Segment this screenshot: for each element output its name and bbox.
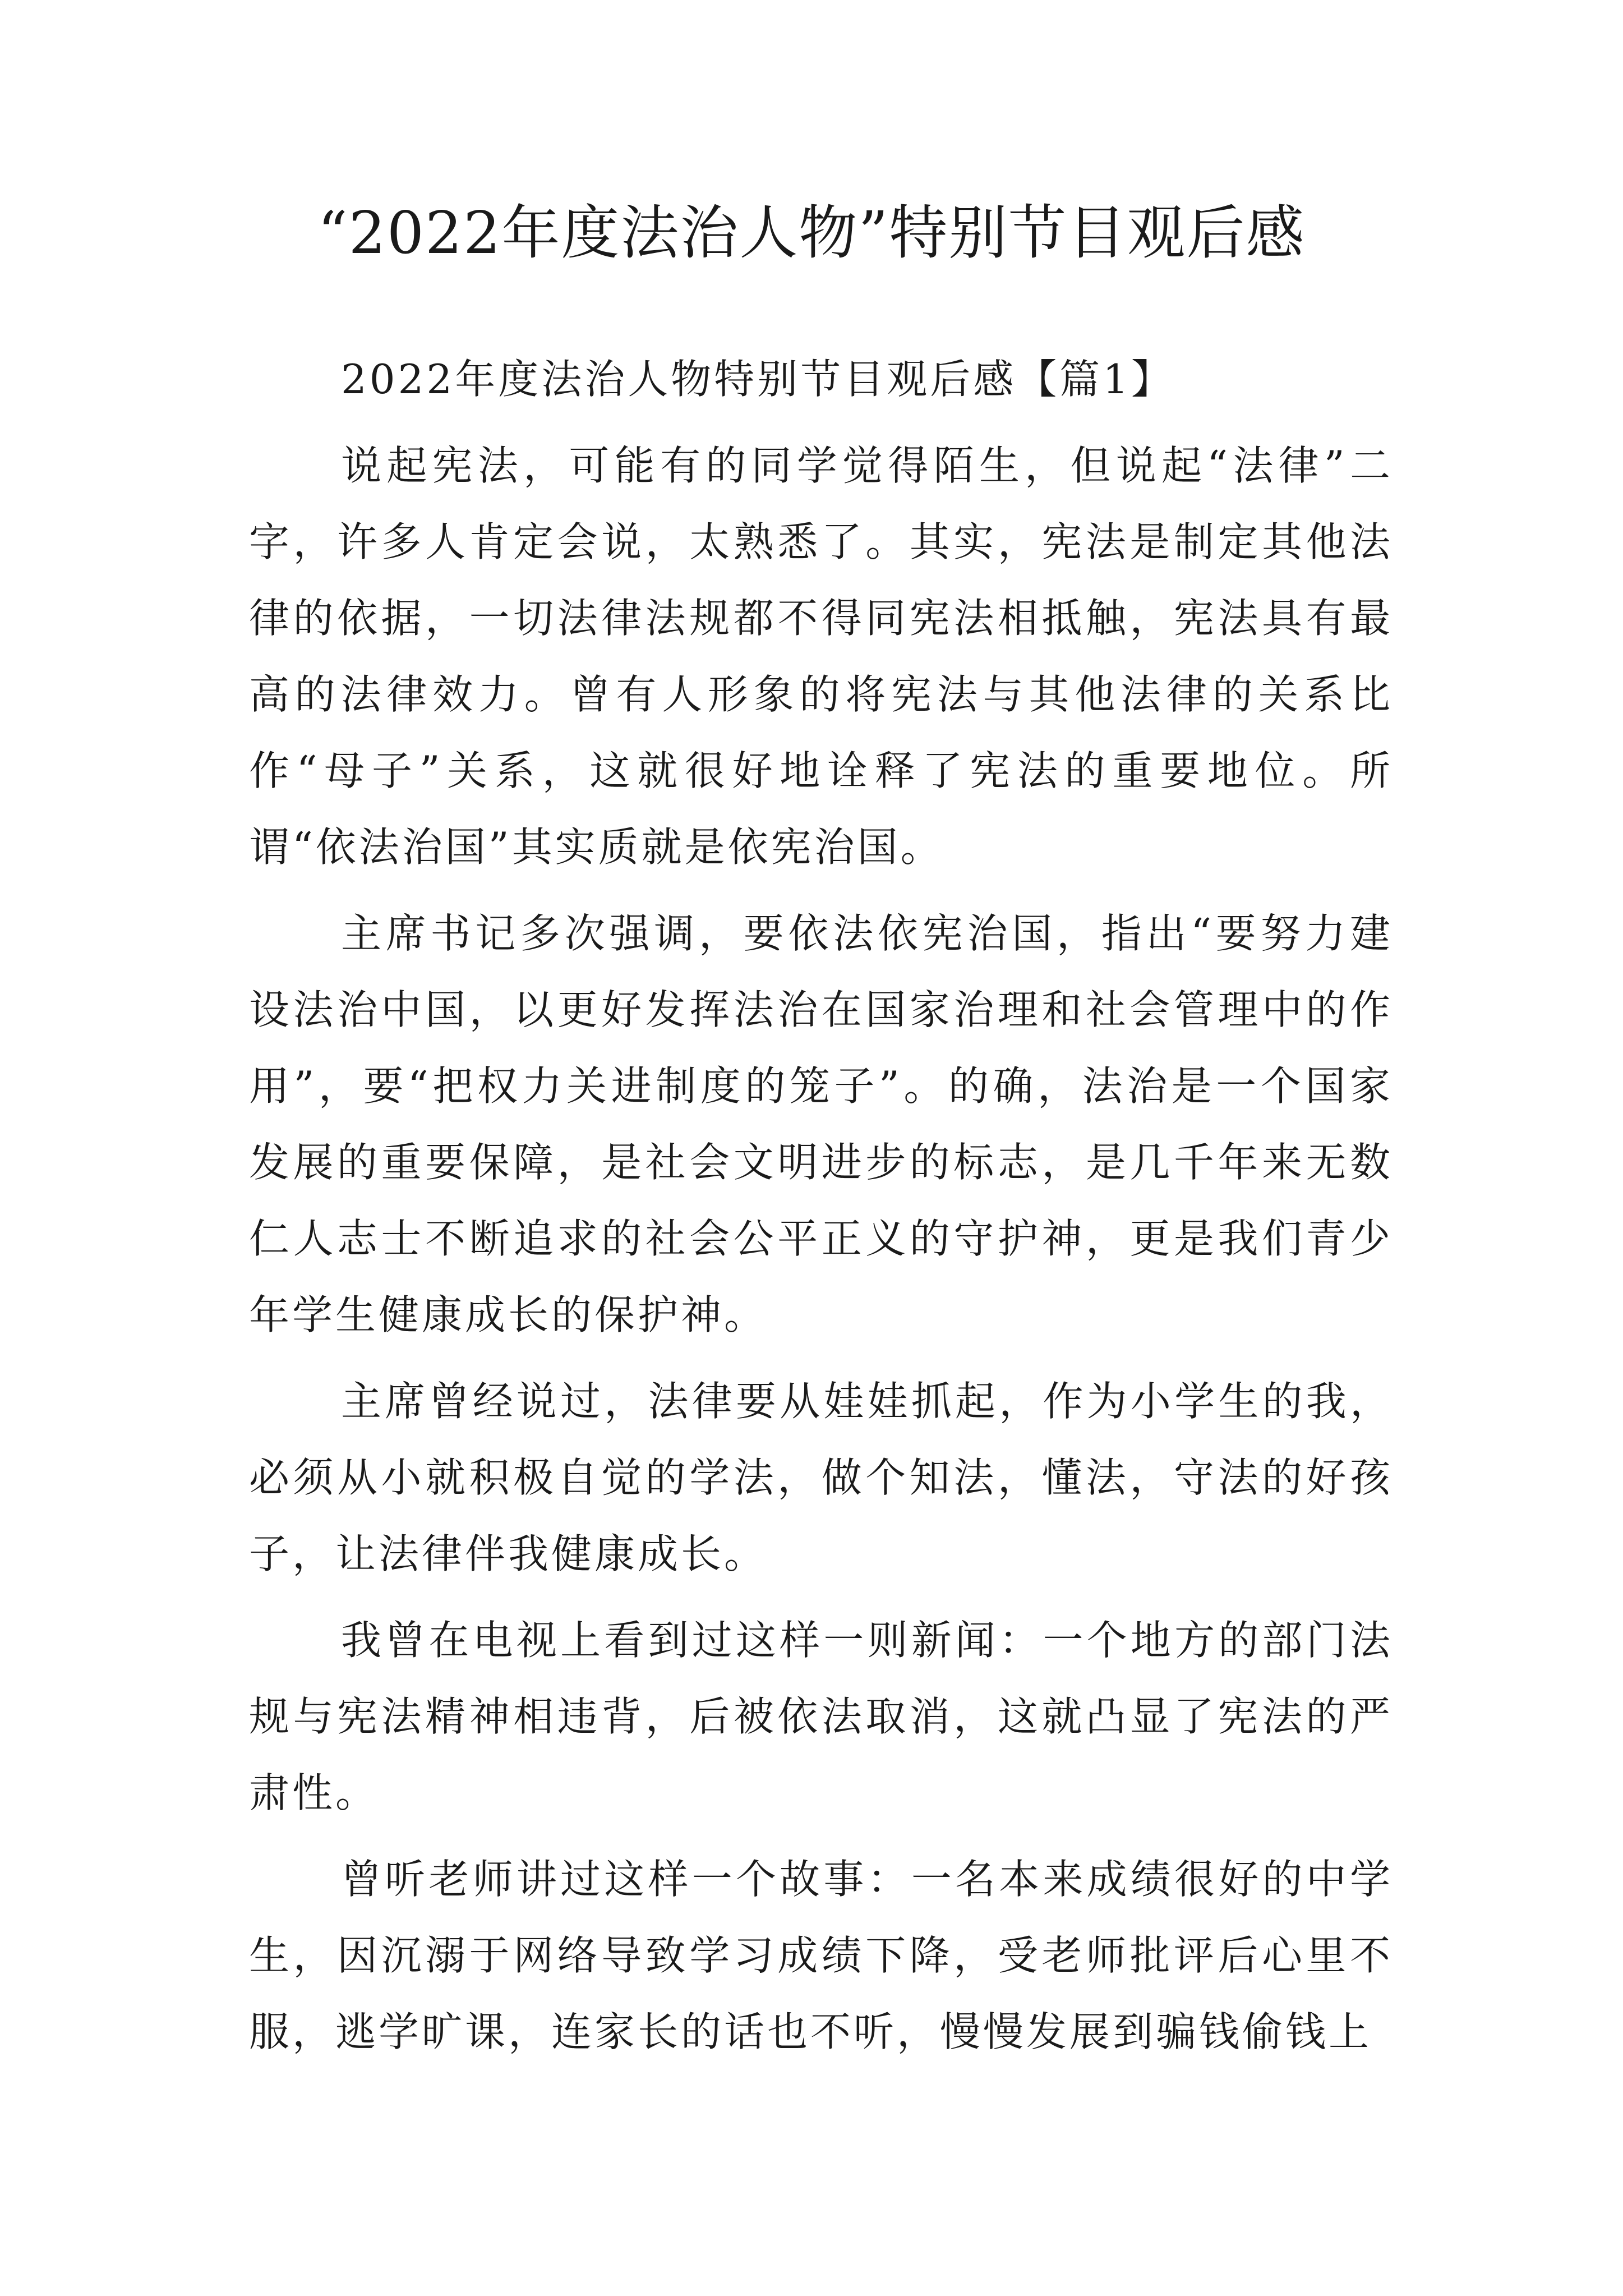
- paragraph-1: 说起宪法，可能有的同学觉得陌生，但说起“法律”二字，许多人肯定会说，太熟悉了。其实，宪法是制定其他法律的依据，一切法律法规都不得同宪法相抵触，宪法具有最高的法律效力。曾有人形象的将宪法与其他法律的关系比作“母子”关系，这就很好地诠释了宪法的重要地位。所谓“依法治国”其实质就是依宪治国。: [249, 442, 1393, 871]
- paragraph-3: 主席曾经说过，法律要从娃娃抓起，作为小学生的我，必须从小就积极自觉的学法，做个知法，懂法，守法的好孩子，让法律伴我健康成长。: [249, 1378, 1393, 1577]
- document-body: [249, 341, 1393, 2070]
- paragraph-2: 主席书记多次强调，要依法依宪治国，指出“要努力建设法治中国，以更好发挥法治在国家治理和社会管理中的作用”，要“把权力关进制度的笼子”。的确，法治是一个国家发展的重要保障，是社会文明进步的标志，是几千年来无数仁人志士不断追求的社会公平正义的守护神，更是我们青少年学生健康成长的保护神。: [249, 910, 1393, 1338]
- document-title: “2022年度法治人物”特别节目观后感: [317, 199, 1306, 267]
- paragraph-4: 我曾在电视上看到过这样一则新闻：一个地方的部门法规与宪法精神相违背，后被依法取消，这就凸显了宪法的严肃性。: [249, 1617, 1393, 1816]
- section-heading: 2022年度法治人物特别节目观后感【篇1】: [341, 356, 1175, 403]
- paragraph-5: 曾听老师讲过这样一个故事：一名本来成绩很好的中学生，因沉溺于网络导致学习成绩下降，受老师批评后心里不服，逃学旷课，连家长的话也不听，慢慢发展到骗钱偷钱上: [249, 1856, 1393, 2055]
